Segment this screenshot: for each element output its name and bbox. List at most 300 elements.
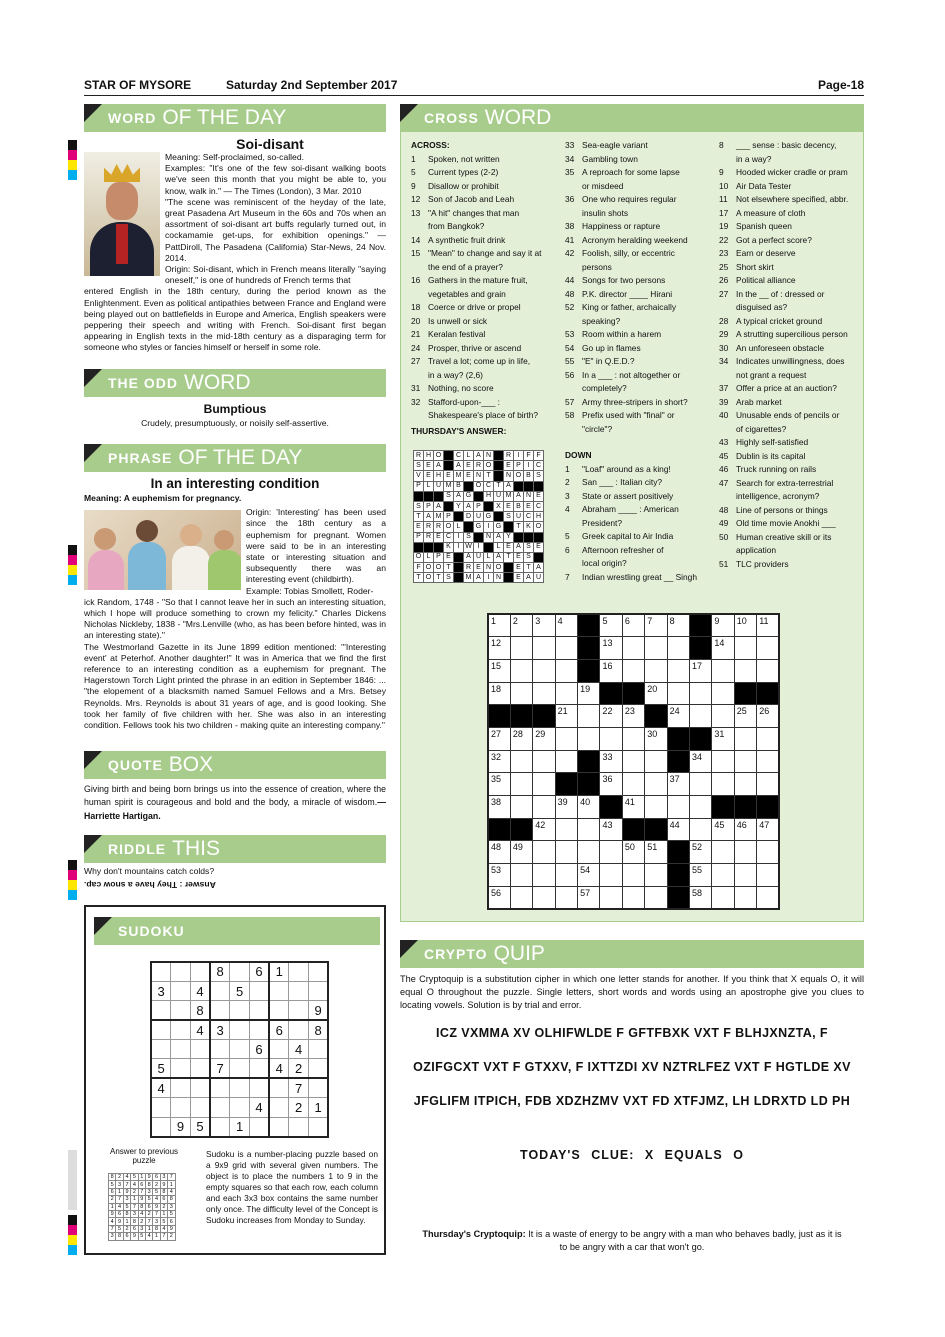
crossword-cell[interactable] [667, 682, 689, 705]
crossword-cell[interactable] [510, 750, 532, 773]
crossword-cell[interactable] [645, 637, 667, 660]
sudoku-answer-cell: 1 [109, 1203, 116, 1210]
crossword-cell[interactable] [533, 886, 555, 909]
sudoku-cell[interactable] [309, 1117, 329, 1136]
crossword-cell[interactable] [533, 841, 555, 864]
crossword-cell[interactable]: 37 [667, 773, 689, 796]
clue-item [411, 153, 561, 167]
word-title: Soi-disant [236, 136, 304, 152]
sudoku-cell[interactable] [210, 1117, 230, 1136]
clue-number: 48 [565, 288, 575, 299]
sudoku-cell[interactable]: 6 [249, 962, 269, 981]
crossword-cell[interactable]: 42 [533, 818, 555, 841]
crossword-cell[interactable]: 43 [600, 818, 622, 841]
sudoku-cell[interactable] [171, 1098, 191, 1117]
sudoku-cell[interactable] [230, 1078, 250, 1097]
sudoku-cell[interactable] [210, 1098, 230, 1117]
crossword-cell[interactable]: 26 [757, 705, 779, 728]
crossword-cell[interactable]: 46 [734, 818, 756, 841]
crossword-cell[interactable]: 45 [712, 818, 734, 841]
sudoku-cell[interactable] [210, 1040, 230, 1059]
crossword-cell[interactable] [622, 659, 644, 682]
crossword-cell[interactable] [533, 750, 555, 773]
crossword-cell[interactable]: 17 [690, 659, 712, 682]
crossword-cell[interactable]: 56 [488, 886, 510, 909]
crossword-cell[interactable] [578, 727, 600, 750]
answer-cell: E [464, 471, 474, 481]
crossword-cell[interactable] [712, 659, 734, 682]
sudoku-cell[interactable]: 4 [190, 981, 210, 1000]
quote-author: —Harriette Hartigan. [84, 797, 386, 821]
sudoku-cell[interactable]: 9 [171, 1117, 191, 1136]
crossword-cell[interactable] [757, 886, 779, 909]
crossword-cell[interactable] [667, 796, 689, 819]
crossword-cell[interactable]: 4 [555, 614, 577, 637]
crossword-cell[interactable]: 41 [622, 796, 644, 819]
clue-text: Foolish, silly, or eccentric [582, 248, 675, 258]
phrase-text: ick Random, 1748 - "So that I cannot leave her in such an interesting situation, which I hope will produce something to crown my felicity." Charles Dickens Nicholas Nickleby, 1838 - "Mrs.Lenville (who, as has been before hinted, was in an interesting state)." The Westmorland Gazette in its June 1899 edition mentioned: "'Interesting event' at Peterhof. Another daughter!" It was in America that we find the first reference to an interesting condition as a euphemism for pregnant. The Hagerstown Torch Light printed the phrase in an edition in September 1846: ... "the elopement of a blacksmith named Samuel Fellows and a Mrs. Betsey Reynolds. Mrs. Reynolds is about 31 years of age, and is good looking. She took her family of five children with her. She was also in an interesting condition. Fellows took his two children - making quite an interesting company." [84, 596, 386, 731]
sudoku-cell[interactable] [190, 962, 210, 981]
sudoku-cell[interactable]: 1 [269, 962, 289, 981]
crossword-cell[interactable] [734, 886, 756, 909]
crossword-cell[interactable]: 11 [757, 614, 779, 637]
crossword-cell[interactable] [757, 637, 779, 660]
crossword-cell[interactable] [510, 659, 532, 682]
sudoku-cell[interactable] [249, 1001, 269, 1020]
sudoku-cell[interactable] [249, 1059, 269, 1078]
sudoku-cell[interactable] [190, 1040, 210, 1059]
crossword-cell[interactable] [555, 637, 577, 660]
sudoku-cell[interactable] [289, 1117, 309, 1136]
crossword-cell[interactable]: 14 [712, 637, 734, 660]
crossword-cell[interactable] [578, 818, 600, 841]
black-square [578, 659, 600, 682]
crossword-cell[interactable] [645, 773, 667, 796]
crossword-cell[interactable] [757, 864, 779, 887]
sudoku-cell[interactable] [190, 1078, 210, 1097]
clue-item [565, 557, 715, 571]
clue-text: Dublin is its capital [736, 450, 806, 461]
crossword-cell[interactable]: 33 [600, 750, 622, 773]
sudoku-cell[interactable]: 7 [289, 1078, 309, 1097]
sudoku-cell[interactable] [230, 1001, 250, 1020]
crossword-cell[interactable] [600, 841, 622, 864]
crossword-cell[interactable] [757, 750, 779, 773]
crossword-cell[interactable] [757, 659, 779, 682]
sudoku-cell[interactable] [269, 1098, 289, 1117]
crossword-cell[interactable] [734, 773, 756, 796]
cryptoquip-section [400, 940, 864, 1254]
sudoku-answer-cell: 8 [123, 1210, 130, 1217]
sudoku-cell[interactable] [210, 1078, 230, 1097]
crossword-cell[interactable]: 10 [734, 614, 756, 637]
crossword-cell[interactable]: 16 [600, 659, 622, 682]
sudoku-answer-cell: 9 [131, 1233, 138, 1240]
crossword-cell[interactable]: 40 [578, 796, 600, 819]
crossword-cell[interactable] [533, 682, 555, 705]
black-square [734, 682, 756, 705]
sudoku-cell[interactable]: 4 [249, 1098, 269, 1117]
sudoku-cell[interactable] [210, 1001, 230, 1020]
sudoku-cell[interactable]: 7 [210, 1059, 230, 1078]
clue-item [411, 180, 561, 194]
sudoku-cell[interactable]: 3 [210, 1020, 230, 1039]
crossword-cell[interactable] [690, 773, 712, 796]
crossword-cell[interactable] [712, 750, 734, 773]
sudoku-cell[interactable]: 5 [151, 1059, 171, 1078]
sudoku-answer-cell: 4 [116, 1203, 123, 1210]
crossword-cell[interactable] [600, 886, 622, 909]
crossword-cell[interactable] [712, 705, 734, 728]
black-square [534, 552, 544, 562]
crossword-cell[interactable] [645, 886, 667, 909]
sudoku-cell[interactable] [151, 1001, 171, 1020]
sudoku-cell[interactable] [190, 1059, 210, 1078]
sudoku-cell[interactable] [269, 981, 289, 1000]
sudoku-cell[interactable] [309, 1040, 329, 1059]
sudoku-cell[interactable] [210, 981, 230, 1000]
sudoku-cell[interactable] [151, 1020, 171, 1039]
sudoku-cell[interactable] [269, 1117, 289, 1136]
crossword-cell[interactable]: 35 [488, 773, 510, 796]
word-of-day-band: WORD OF THE DAY [84, 104, 386, 132]
black-square [464, 481, 474, 491]
clue-text: "circle"? [582, 423, 613, 434]
crossword-cell[interactable] [645, 659, 667, 682]
crossword-cell[interactable]: 38 [488, 796, 510, 819]
sudoku-cell[interactable]: 5 [230, 981, 250, 1000]
phrase-origin: Origin: 'Interesting' has been used since the 18th century as a euphemism for pregnant. Women were said to be in an interesting state or interesting situation and subsequently there was an interesting event (childbirth). Example: Tobias Smollett, Roder- [246, 507, 386, 596]
sudoku-cell[interactable] [289, 962, 309, 981]
crossword-cell[interactable]: 20 [645, 682, 667, 705]
sudoku-cell[interactable] [171, 981, 191, 1000]
paper-name: STAR OF MYSORE [84, 78, 192, 92]
crossword-cell[interactable]: 54 [578, 864, 600, 887]
answer-cell: T [504, 552, 514, 562]
clue-number: 25 [719, 261, 729, 272]
crossword-cell[interactable] [622, 864, 644, 887]
crossword-cell[interactable]: 2 [510, 614, 532, 637]
answer-cell: O [424, 573, 434, 583]
crossword-cell[interactable]: 55 [690, 864, 712, 887]
sudoku-cell[interactable] [171, 1078, 191, 1097]
sudoku-cell[interactable]: 8 [210, 962, 230, 981]
thursday-cryptoquip-label: Thursday's Cryptoquip: [422, 1229, 526, 1239]
crossword-cell[interactable] [734, 864, 756, 887]
sudoku-cell[interactable]: 2 [289, 1059, 309, 1078]
clue-text: Old time movie Anokhi ___ [736, 518, 836, 528]
crossword-cell[interactable]: 9 [712, 614, 734, 637]
answer-cell: N [494, 573, 504, 583]
clue-number: 53 [565, 329, 575, 339]
crossword-cell[interactable]: 21 [555, 705, 577, 728]
crossword-cell[interactable] [555, 727, 577, 750]
answer-cell: C [534, 461, 544, 471]
crossword-cell[interactable] [555, 818, 577, 841]
sudoku-cell[interactable]: 4 [151, 1078, 171, 1097]
sudoku-cell[interactable]: 4 [190, 1020, 210, 1039]
answer-cell: S [414, 461, 424, 471]
crossword-cell[interactable] [667, 659, 689, 682]
answer-cell: A [514, 542, 524, 552]
crossword-cell[interactable]: 44 [667, 818, 689, 841]
crossword-cell[interactable] [510, 796, 532, 819]
crossword-cell[interactable] [555, 886, 577, 909]
sudoku-cell[interactable] [151, 1117, 171, 1136]
crossword-cell[interactable]: 30 [645, 727, 667, 750]
word-of-day-text: Meaning: Self-proclaimed, so-called. Examples: "It's one of the few soi-disant walking boots we've seen this month that you might be able to, you know, walk in." — The Times (London), 3 Mar. 2010 "The scene was reminiscent of the heyday of the late, great Pasadena Art Museum in the 60s and 70s when an assortment of soi-disant art buffs regularly turned out, in cockamamie get-ups, for exhibition openings." — PattDiroll, The Pasadena (California) Star-News, 24 Nov. 2014. Origin: Soi-disant, which in French means literally "saying oneself," is one of hundreds of French terms that [165, 152, 386, 286]
answer-cell: T [494, 481, 504, 491]
sudoku-cell[interactable] [249, 1078, 269, 1097]
crossword-cell[interactable] [734, 750, 756, 773]
sudoku-answer-cell: 8 [153, 1225, 160, 1232]
answer-cell: S [414, 501, 424, 511]
crossword-cell[interactable]: 8 [667, 614, 689, 637]
crossword-cell[interactable] [734, 727, 756, 750]
sudoku-answer-cell: 3 [123, 1196, 130, 1203]
crossword-cell[interactable] [622, 750, 644, 773]
crossword-cell[interactable]: 49 [510, 841, 532, 864]
crossword-cell[interactable] [622, 637, 644, 660]
sudoku-cell[interactable] [151, 1098, 171, 1117]
clue-number: 51 [719, 558, 729, 569]
crossword-cell[interactable] [645, 750, 667, 773]
crossword-cell[interactable] [712, 841, 734, 864]
sudoku-cell[interactable] [230, 1098, 250, 1117]
clue-number: 58 [565, 410, 575, 420]
sudoku-cell[interactable] [230, 1040, 250, 1059]
crossword-cell[interactable] [712, 864, 734, 887]
sudoku-cell[interactable] [249, 1117, 269, 1136]
sudoku-cell[interactable]: 5 [190, 1117, 210, 1136]
black-square [444, 451, 454, 461]
sudoku-cell[interactable] [151, 1040, 171, 1059]
clue-item [719, 382, 863, 396]
sudoku-cell[interactable] [190, 1098, 210, 1117]
crossword-cell[interactable] [533, 796, 555, 819]
crossword-cell[interactable] [757, 841, 779, 864]
answer-cell: U [514, 512, 524, 522]
sudoku-answer-cell: 5 [153, 1188, 160, 1195]
clue-item [411, 396, 561, 410]
crossword-cell[interactable] [555, 841, 577, 864]
sudoku-cell[interactable]: 1 [309, 1098, 329, 1117]
sudoku-cell[interactable] [309, 1078, 329, 1097]
answer-cell: A [434, 501, 444, 511]
answer-cell: S [524, 542, 534, 552]
black-square [667, 750, 689, 773]
crossword-cell[interactable] [734, 659, 756, 682]
clue-text: Prefix used with "final" or [582, 410, 675, 420]
crossword-cell[interactable]: 34 [690, 750, 712, 773]
crossword-cell[interactable]: 58 [690, 886, 712, 909]
crossword-cell[interactable]: 15 [488, 659, 510, 682]
crossword-cell[interactable] [533, 637, 555, 660]
clue-number: 11 [719, 194, 728, 204]
sudoku-cell[interactable] [151, 962, 171, 981]
crossword-cell[interactable] [510, 886, 532, 909]
answer-cell: S [464, 532, 474, 542]
sudoku-cell[interactable] [269, 1078, 289, 1097]
sudoku-cell[interactable] [289, 981, 309, 1000]
sudoku-cell[interactable] [309, 981, 329, 1000]
crossword-cell[interactable]: 48 [488, 841, 510, 864]
answer-cell: A [424, 512, 434, 522]
crossword-cell[interactable] [578, 841, 600, 864]
crossword-cell[interactable]: 6 [622, 614, 644, 637]
clue-number: 35 [565, 167, 575, 177]
answer-cell: G [474, 522, 484, 532]
crossword-cell[interactable]: 47 [757, 818, 779, 841]
sudoku-cell[interactable] [289, 1020, 309, 1039]
sudoku-cell[interactable] [171, 1001, 191, 1020]
sudoku-answer-cell: 5 [116, 1225, 123, 1232]
crossword-cell[interactable]: 24 [667, 705, 689, 728]
crossword-cell[interactable] [690, 796, 712, 819]
crossword-cell[interactable] [734, 637, 756, 660]
crossword-cell[interactable]: 12 [488, 637, 510, 660]
sudoku-cell[interactable] [269, 1001, 289, 1020]
sudoku-answer-cell: 2 [168, 1233, 175, 1240]
sudoku-cell[interactable] [249, 981, 269, 1000]
sudoku-cell[interactable] [171, 962, 191, 981]
sudoku-answer-cell: 5 [138, 1233, 145, 1240]
crossword-cell[interactable] [622, 727, 644, 750]
crossword-cell[interactable]: 36 [600, 773, 622, 796]
crossword-cell[interactable]: 31 [712, 727, 734, 750]
black-square [667, 727, 689, 750]
crossword-cell[interactable] [667, 637, 689, 660]
sudoku-cell[interactable] [230, 962, 250, 981]
crossword-cell[interactable] [645, 796, 667, 819]
crossword-cell[interactable]: 18 [488, 682, 510, 705]
crossword-cell[interactable] [734, 841, 756, 864]
crossword-cell[interactable]: 13 [600, 637, 622, 660]
crossword-cell[interactable] [645, 864, 667, 887]
clue-number: 34 [719, 356, 729, 366]
crossword-cell[interactable]: 19 [578, 682, 600, 705]
crossword-cell[interactable] [510, 773, 532, 796]
crossword-cell[interactable] [510, 637, 532, 660]
sudoku-cell[interactable] [309, 962, 329, 981]
crossword-cell[interactable] [690, 818, 712, 841]
clue-number: 9 [719, 167, 724, 177]
sudoku-cell[interactable]: 9 [309, 1001, 329, 1020]
crossword-cell[interactable]: 29 [533, 727, 555, 750]
crossword-cell[interactable]: 3 [533, 614, 555, 637]
crossword-cell[interactable]: 39 [555, 796, 577, 819]
crossword-cell[interactable]: 51 [645, 841, 667, 864]
sudoku-cell[interactable]: 2 [289, 1098, 309, 1117]
crossword-cell[interactable]: 22 [600, 705, 622, 728]
crossword-cell[interactable]: 7 [645, 614, 667, 637]
sudoku-cell[interactable] [309, 1059, 329, 1078]
sudoku-grid [150, 961, 329, 1138]
crossword-cell[interactable]: 1 [488, 614, 510, 637]
clue-text: not grant a request [736, 369, 807, 380]
crossword-cell[interactable] [690, 682, 712, 705]
clue-text: speaking? [582, 315, 621, 326]
sudoku-cell[interactable] [171, 1040, 191, 1059]
sudoku-cell[interactable] [171, 1020, 191, 1039]
sudoku-cell[interactable]: 4 [269, 1059, 289, 1078]
clue-item [411, 261, 561, 275]
crossword-cell[interactable]: 50 [622, 841, 644, 864]
clue-number: 48 [719, 504, 729, 515]
clue-item [719, 504, 863, 518]
sudoku-cell[interactable] [289, 1001, 309, 1020]
crossword-cell[interactable] [555, 682, 577, 705]
crossword-cell[interactable]: 5 [600, 614, 622, 637]
crossword-cell[interactable] [712, 886, 734, 909]
clue-number: 9 [411, 180, 416, 191]
sudoku-cell[interactable]: 4 [289, 1040, 309, 1059]
answer-cell: A [454, 461, 464, 471]
crossword-cell[interactable] [533, 659, 555, 682]
black-square [533, 705, 555, 728]
sudoku-cell[interactable]: 3 [151, 981, 171, 1000]
black-square [494, 461, 504, 471]
odd-word-meaning: Crudely, presumptuously, or noisily self-assertive. [141, 418, 329, 428]
crossword-cell[interactable] [622, 773, 644, 796]
crossword-cell[interactable] [622, 886, 644, 909]
sudoku-answer-cell: 2 [160, 1203, 167, 1210]
crossword-cell[interactable]: 53 [488, 864, 510, 887]
crossword-cell[interactable] [757, 773, 779, 796]
crossword-cell[interactable] [712, 773, 734, 796]
crossword-cell[interactable] [578, 705, 600, 728]
crossword-cell[interactable] [600, 864, 622, 887]
sudoku-answer-cell: 3 [138, 1225, 145, 1232]
crossword-cell[interactable] [510, 864, 532, 887]
crossword-cell[interactable]: 32 [488, 750, 510, 773]
sudoku-cell[interactable] [269, 1040, 289, 1059]
crossword-cell[interactable]: 57 [578, 886, 600, 909]
sudoku-answer-cell: 1 [160, 1210, 167, 1217]
crossword-cell[interactable] [555, 864, 577, 887]
crossword-cell[interactable] [600, 727, 622, 750]
crossword-cell[interactable] [690, 705, 712, 728]
sudoku-cell[interactable]: 8 [309, 1020, 329, 1039]
clue-text: In a ___ : not altogether or [582, 369, 681, 380]
crossword-cell[interactable]: 27 [488, 727, 510, 750]
answer-cell: A [454, 491, 464, 501]
sudoku-cell[interactable] [230, 1020, 250, 1039]
sudoku-cell[interactable]: 1 [230, 1117, 250, 1136]
sudoku-answer-cell: 2 [145, 1210, 152, 1217]
crossword-cell[interactable] [712, 682, 734, 705]
sudoku-cell[interactable]: 6 [269, 1020, 289, 1039]
crossword-cell[interactable] [555, 750, 577, 773]
crossword-cell[interactable]: 23 [622, 705, 644, 728]
crossword-cell[interactable]: 52 [690, 841, 712, 864]
sudoku-cell[interactable] [230, 1059, 250, 1078]
crossword-cell[interactable] [533, 864, 555, 887]
crossword-cell[interactable] [757, 727, 779, 750]
crossword-cell[interactable] [533, 773, 555, 796]
sudoku-cell[interactable] [249, 1020, 269, 1039]
sudoku-cell[interactable]: 8 [190, 1001, 210, 1020]
crossword-cell[interactable] [510, 682, 532, 705]
answer-cell: N [524, 491, 534, 501]
sudoku-cell[interactable]: 6 [249, 1040, 269, 1059]
black-square [667, 841, 689, 864]
crossword-cell[interactable]: 28 [510, 727, 532, 750]
crossword-cell[interactable]: 25 [734, 705, 756, 728]
sudoku-cell[interactable] [171, 1059, 191, 1078]
crossword-cell[interactable] [555, 659, 577, 682]
answer-cell: S [534, 471, 544, 481]
